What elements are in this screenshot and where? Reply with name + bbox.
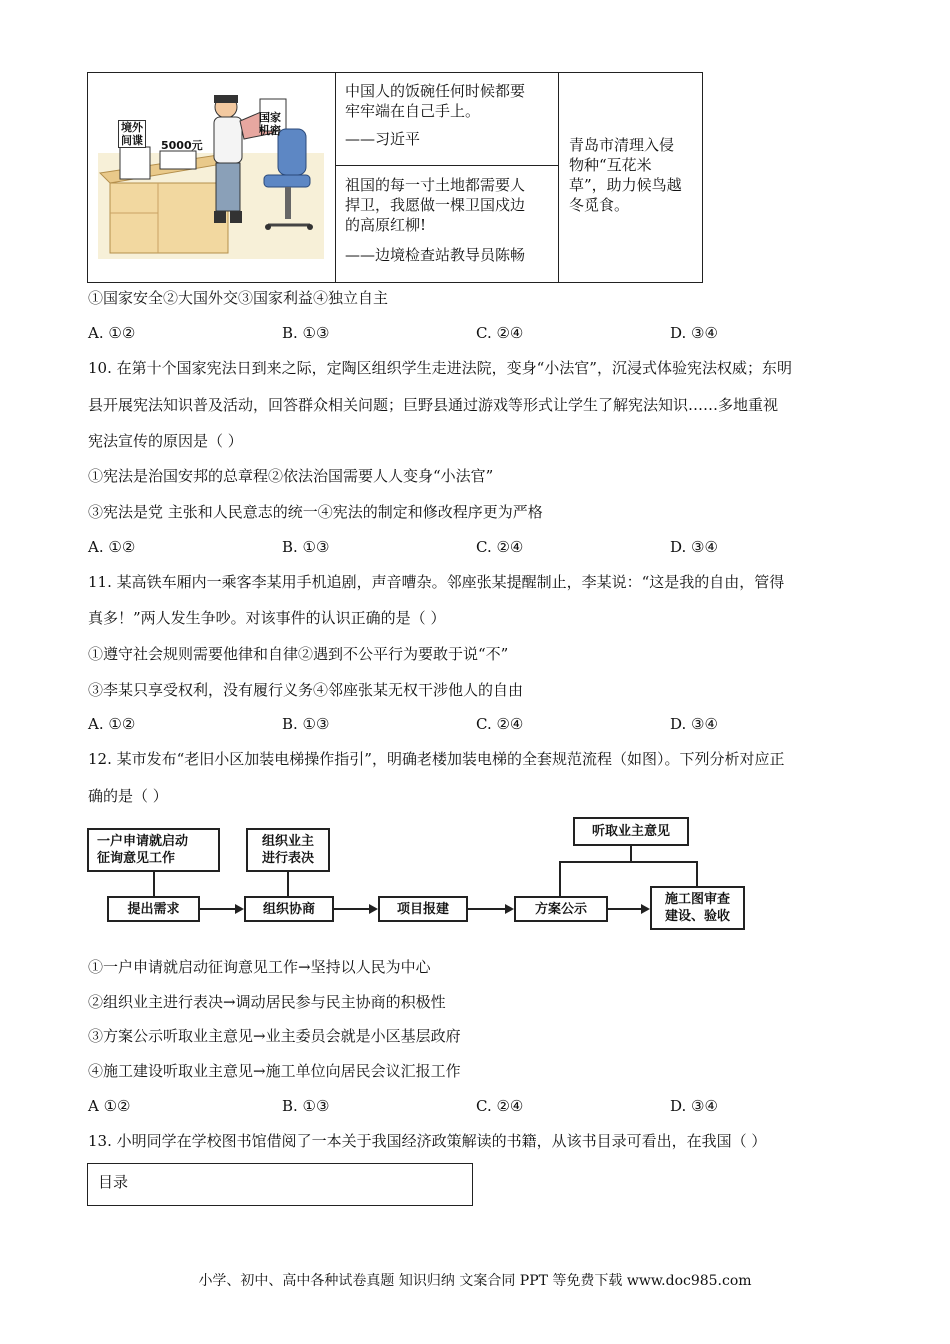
arrow-right-icon [369, 904, 378, 914]
q12-statement: ④施工建设听取业主意见→施工单位向居民会议汇报工作 [88, 1062, 461, 1080]
flow-box-plan-publicity: 方案公示 [514, 896, 608, 922]
flow-box-label: 施工图审查 [664, 892, 730, 907]
flow-connector [287, 872, 289, 896]
q12-option-b[interactable]: B. ①③ [282, 1097, 330, 1115]
q10-stem-line: 宪法宣传的原因是（ ） [88, 432, 243, 450]
flow-box-label: 建设、验收 [664, 909, 730, 924]
q11-option-a[interactable]: A. ①② [88, 715, 136, 733]
catalog-label: 目录 [98, 1173, 129, 1191]
spy-cartoon-illustration [98, 93, 324, 259]
q11-statement: ①遵守社会规则需要他律和自律②遇到不公平行为要敢于说“不” [88, 645, 509, 663]
flow-connector [334, 908, 369, 910]
right-cell-line: 青岛市清理入侵 [569, 136, 675, 154]
q10-option-b[interactable]: B. ①③ [282, 538, 330, 556]
flow-box-review-build [650, 886, 745, 930]
q12-statement: ③方案公示听取业主意见→业主委员会就是小区基层政府 [88, 1027, 461, 1045]
arrow-right-icon [235, 904, 244, 914]
q12-stem-line: 确的是（ ） [88, 787, 168, 805]
q12-statement: ②组织业主进行表决→调动居民参与民主协商的积极性 [88, 993, 446, 1011]
q11-statement: ③李某只享受权利，没有履行义务④邻座张某无权干涉他人的自由 [88, 681, 524, 699]
q9-option-b[interactable]: B. ①③ [282, 324, 330, 342]
q10-option-c[interactable]: C. ②④ [476, 538, 524, 556]
q13-stem-line: 13. 小明同学在学校图书馆借阅了一本关于我国经济政策解读的书籍，从该书目录可看出，在我国（ ） [88, 1132, 767, 1150]
right-cell-line: 草”，助力候鸟越 [569, 176, 682, 194]
q10-stem-line: 10. 在第十个国家宪法日到来之际，定陶区组织学生走进法院，变身“小法官”，沉浸式体验宪法权威；东明 [88, 359, 792, 377]
flow-connector [608, 908, 641, 910]
flow-connector [559, 861, 698, 863]
right-cell-line: 冬觅食。 [569, 196, 630, 214]
quote-source: ——边境检查站教导员陈畅 [345, 246, 526, 264]
table-divider [335, 165, 558, 166]
q12-option-a[interactable]: A ①② [88, 1097, 131, 1115]
flow-connector [696, 861, 698, 886]
flow-connector [630, 846, 632, 862]
quote-source: ——习近平 [345, 130, 421, 148]
q12-option-d[interactable]: D. ③④ [670, 1097, 718, 1115]
q11-option-c[interactable]: C. ②④ [476, 715, 524, 733]
quote-text-line: 祖国的每一寸土地都需要人 [345, 176, 526, 194]
q11-option-b[interactable]: B. ①③ [282, 715, 330, 733]
flow-box-label: 一户申请就启动 [97, 834, 189, 849]
page-footer: 小学、初中、高中各种试卷真题 知识归纳 文案合同 PPT 等免费下载 www.doc985.com [198, 1273, 752, 1289]
flow-box-organize-consult: 组织协商 [244, 896, 334, 922]
label-state-secret: 国家机密 [259, 111, 281, 137]
flow-box-label: 进行表决 [261, 851, 314, 866]
flow-box-listen-owners: 听取业主意见 [573, 817, 689, 846]
flow-box-one-household-apply [87, 828, 220, 872]
q12-option-c[interactable]: C. ②④ [476, 1097, 524, 1115]
q11-stem-line: 真多！”两人发生争吵。对该事件的认识正确的是（ ） [88, 609, 446, 627]
label-money: 5000元 [161, 139, 203, 152]
label-overseas-spy: 境外间谍 [118, 120, 146, 148]
flow-connector [468, 908, 505, 910]
q9-option-c[interactable]: C. ②④ [476, 324, 524, 342]
quote-text-line: 的高原红柳! [345, 216, 427, 234]
q10-statement: ①宪法是治国安邦的总章程②依法治国需要人人变身“小法官” [88, 467, 494, 485]
quote-text-line: 捍卫，我愿做一棵卫国戍边 [345, 196, 526, 214]
q10-option-d[interactable]: D. ③④ [670, 538, 718, 556]
flow-box-raise-demand: 提出需求 [107, 896, 200, 922]
flow-box-project-report: 项目报建 [378, 896, 468, 922]
q12-statement: ①一户申请就启动征询意见工作→坚持以人民为中心 [88, 958, 431, 976]
flow-connector [153, 872, 155, 896]
q10-statement: ③宪法是党 主张和人民意志的统一④宪法的制定和修改程序更为严格 [88, 503, 543, 521]
table-divider [335, 73, 336, 282]
arrow-right-icon [641, 904, 650, 914]
book-catalog-box [87, 1163, 473, 1206]
q9-option-a[interactable]: A. ①② [88, 324, 136, 342]
q11-option-d[interactable]: D. ③④ [670, 715, 718, 733]
material-table [87, 72, 703, 283]
quote-text-line: 中国人的饭碗任何时候都要 [345, 82, 526, 100]
arrow-right-icon [505, 904, 514, 914]
flow-box-label: 组织业主 [261, 834, 314, 849]
q12-stem-line: 12. 某市发布“老旧小区加装电梯操作指引”，明确老楼加装电梯的全套规范流程（如图）。下列分析对应正 [88, 750, 785, 768]
q11-stem-line: 11. 某高铁车厢内一乘客李某用手机追剧，声音嘈杂。邻座张某提醒制止，李某说：“这是我的自由，管得 [88, 573, 785, 591]
q10-option-a[interactable]: A. ①② [88, 538, 136, 556]
flow-connector [200, 908, 235, 910]
flow-connector [559, 861, 561, 896]
q9-option-d[interactable]: D. ③④ [670, 324, 718, 342]
right-cell-line: 物种“互花米 [569, 156, 652, 174]
q9-statements: ①国家安全②大国外交③国家利益④独立自主 [88, 289, 389, 307]
flow-box-owners-vote [246, 828, 330, 872]
q10-stem-line: 县开展宪法知识普及活动，回答群众相关问题；巨野县通过游戏等形式让学生了解宪法知识……多地重视 [88, 396, 779, 414]
flow-box-label: 征询意见工作 [97, 851, 176, 866]
table-divider [558, 73, 559, 282]
quote-text-line: 牢牢端在自己手上。 [345, 102, 481, 120]
